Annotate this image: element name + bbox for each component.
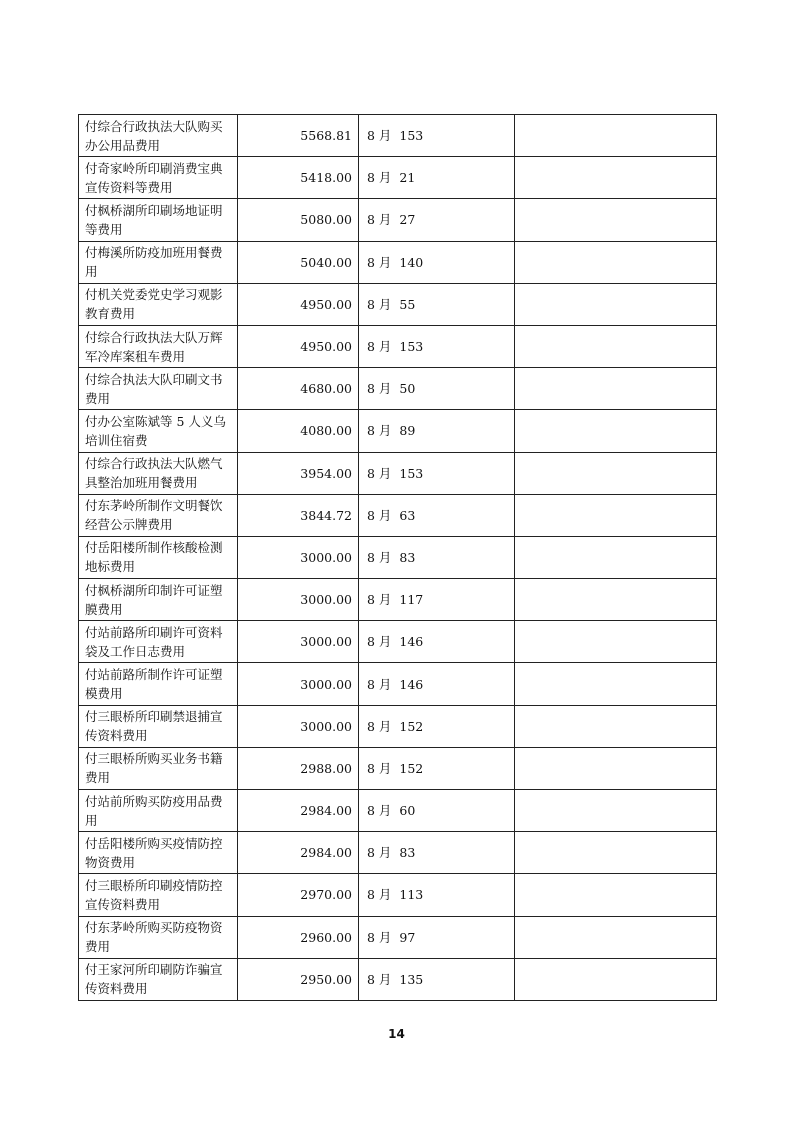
expense-amount: 3000.00 — [238, 536, 359, 578]
voucher-reference: 8 月 135 — [359, 958, 515, 1000]
expense-table — [78, 114, 717, 1001]
expense-amount: 3000.00 — [238, 705, 359, 747]
voucher-reference: 8 月 83 — [359, 536, 515, 578]
page-number: 14 — [388, 1027, 405, 1041]
remark-cell — [515, 494, 717, 536]
expense-amount: 2988.00 — [238, 747, 359, 789]
voucher-reference: 8 月 21 — [359, 157, 515, 199]
voucher-reference: 8 月 97 — [359, 916, 515, 958]
expense-description: 付机关党委党史学习观影教育费用 — [79, 283, 238, 325]
expense-amount: 3000.00 — [238, 579, 359, 621]
expense-description: 付王家河所印刷防诈骗宣传资料费用 — [79, 958, 238, 1000]
voucher-reference: 8 月 152 — [359, 705, 515, 747]
expense-description: 付综合行政执法大队万辉军冷库案租车费用 — [79, 325, 238, 367]
table-row — [79, 199, 717, 241]
remark-cell — [515, 958, 717, 1000]
voucher-reference: 8 月 89 — [359, 410, 515, 452]
table-row — [79, 663, 717, 705]
expense-description: 付三眼桥所印刷疫情防控宣传资料费用 — [79, 874, 238, 916]
table-row — [79, 790, 717, 832]
remark-cell — [515, 410, 717, 452]
table-row — [79, 958, 717, 1000]
expense-amount: 3000.00 — [238, 621, 359, 663]
table-row — [79, 410, 717, 452]
table-row — [79, 494, 717, 536]
voucher-reference: 8 月 146 — [359, 621, 515, 663]
remark-cell — [515, 452, 717, 494]
remark-cell — [515, 199, 717, 241]
remark-cell — [515, 325, 717, 367]
table-row — [79, 157, 717, 199]
remark-cell — [515, 241, 717, 283]
expense-amount: 5080.00 — [238, 199, 359, 241]
expense-description: 付站前路所印刷许可资料袋及工作日志费用 — [79, 621, 238, 663]
voucher-reference: 8 月 83 — [359, 832, 515, 874]
table-row — [79, 916, 717, 958]
voucher-reference: 8 月 113 — [359, 874, 515, 916]
expense-amount: 5568.81 — [238, 115, 359, 157]
table-row — [79, 283, 717, 325]
remark-cell — [515, 536, 717, 578]
expense-amount: 2960.00 — [238, 916, 359, 958]
remark-cell — [515, 874, 717, 916]
expense-table-body — [79, 115, 717, 1001]
expense-description: 付东茅岭所购买防疫物资费用 — [79, 916, 238, 958]
remark-cell — [515, 621, 717, 663]
expense-description: 付综合执法大队印刷文书费用 — [79, 368, 238, 410]
expense-amount: 4950.00 — [238, 325, 359, 367]
expense-amount: 3000.00 — [238, 663, 359, 705]
table-row — [79, 115, 717, 157]
table-row — [79, 621, 717, 663]
remark-cell — [515, 579, 717, 621]
voucher-reference: 8 月 153 — [359, 325, 515, 367]
voucher-reference: 8 月 140 — [359, 241, 515, 283]
voucher-reference: 8 月 63 — [359, 494, 515, 536]
table-row — [79, 536, 717, 578]
voucher-reference: 8 月 60 — [359, 790, 515, 832]
expense-description: 付梅溪所防疫加班用餐费用 — [79, 241, 238, 283]
voucher-reference: 8 月 152 — [359, 747, 515, 789]
voucher-reference: 8 月 50 — [359, 368, 515, 410]
table-row — [79, 874, 717, 916]
remark-cell — [515, 157, 717, 199]
voucher-reference: 8 月 55 — [359, 283, 515, 325]
remark-cell — [515, 790, 717, 832]
expense-amount: 5418.00 — [238, 157, 359, 199]
expense-amount: 4080.00 — [238, 410, 359, 452]
voucher-reference: 8 月 153 — [359, 452, 515, 494]
expense-description: 付枫桥湖所印制许可证塑膜费用 — [79, 579, 238, 621]
expense-amount: 3844.72 — [238, 494, 359, 536]
expense-description: 付办公室陈斌等 5 人义乌培训住宿费 — [79, 410, 238, 452]
expense-amount: 2984.00 — [238, 790, 359, 832]
expense-description: 付奇家岭所印刷消费宝典宣传资料等费用 — [79, 157, 238, 199]
expense-description: 付综合行政执法大队燃气具整治加班用餐费用 — [79, 452, 238, 494]
expense-description: 付三眼桥所购买业务书籍费用 — [79, 747, 238, 789]
table-row — [79, 832, 717, 874]
voucher-reference: 8 月 27 — [359, 199, 515, 241]
expense-amount: 3954.00 — [238, 452, 359, 494]
table-row — [79, 705, 717, 747]
remark-cell — [515, 368, 717, 410]
expense-description: 付枫桥湖所印刷场地证明等费用 — [79, 199, 238, 241]
table-row — [79, 241, 717, 283]
table-row — [79, 579, 717, 621]
table-row — [79, 325, 717, 367]
remark-cell — [515, 916, 717, 958]
remark-cell — [515, 705, 717, 747]
expense-description: 付岳阳楼所购买疫情防控物资费用 — [79, 832, 238, 874]
expense-description: 付站前路所制作许可证塑模费用 — [79, 663, 238, 705]
expense-description: 付三眼桥所印刷禁退捕宣传资料费用 — [79, 705, 238, 747]
expense-amount: 2970.00 — [238, 874, 359, 916]
expense-description: 付综合行政执法大队购买办公用品费用 — [79, 115, 238, 157]
table-row — [79, 368, 717, 410]
expense-amount: 5040.00 — [238, 241, 359, 283]
expense-amount: 2950.00 — [238, 958, 359, 1000]
voucher-reference: 8 月 117 — [359, 579, 515, 621]
remark-cell — [515, 832, 717, 874]
expense-amount: 4950.00 — [238, 283, 359, 325]
remark-cell — [515, 283, 717, 325]
table-row — [79, 452, 717, 494]
table-row — [79, 747, 717, 789]
expense-amount: 2984.00 — [238, 832, 359, 874]
remark-cell — [515, 747, 717, 789]
remark-cell — [515, 663, 717, 705]
expense-amount: 4680.00 — [238, 368, 359, 410]
voucher-reference: 8 月 146 — [359, 663, 515, 705]
remark-cell — [515, 115, 717, 157]
expense-description: 付站前所购买防疫用品费用 — [79, 790, 238, 832]
expense-description: 付岳阳楼所制作核酸检测地标费用 — [79, 536, 238, 578]
voucher-reference: 8 月 153 — [359, 115, 515, 157]
expense-description: 付东茅岭所制作文明餐饮经营公示牌费用 — [79, 494, 238, 536]
